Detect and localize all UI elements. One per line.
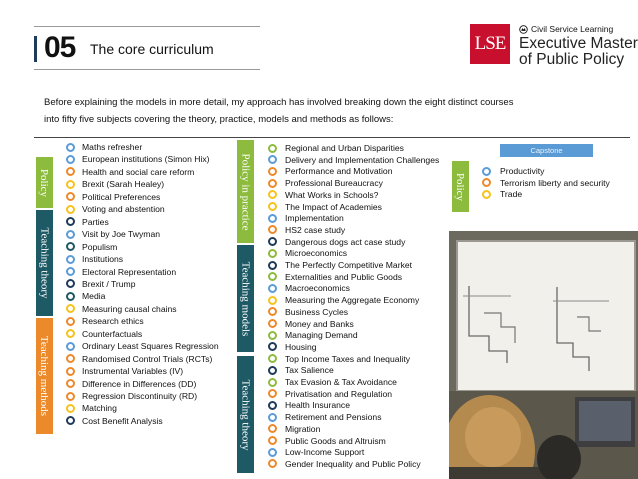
subject-brexit-trump: Brexit / Trump: [82, 278, 136, 289]
navy-circle-icon: [268, 261, 277, 270]
intro-line-1: Before explaining the models in more detail, my approach has involved breaking down the eight distinct courses: [44, 97, 514, 108]
orange-circle-icon: [268, 225, 277, 234]
yellow-circle-icon: [66, 205, 75, 214]
subject-the-impact-of-academies: The Impact of Academies: [285, 201, 382, 212]
orange-circle-icon: [268, 167, 277, 176]
blue-circle-icon: [66, 143, 75, 152]
section-number: 05: [44, 31, 76, 64]
orange-circle-icon: [66, 367, 75, 376]
orange-circle-icon: [268, 459, 277, 468]
band-policy-label: Policy: [38, 168, 51, 197]
yellow-circle-icon: [482, 190, 491, 199]
subject-terrorism-liberty-and-security: Terrorism liberty and security: [500, 177, 610, 188]
yellow-circle-icon: [268, 296, 277, 305]
band-policy: [36, 157, 53, 208]
subject-externalities-and-public-goods: Externalities and Public Goods: [285, 271, 403, 282]
blue-circle-icon: [66, 342, 75, 351]
subject-hs2-case-study: HS2 case study: [285, 224, 346, 235]
blue-circle-icon: [66, 155, 75, 164]
intro-line-2: into fifty five subjects covering the theory, practice, models and methods as follows:: [44, 114, 394, 125]
orange-circle-icon: [66, 379, 75, 388]
subject-tax-evasion-tax-avoidance: Tax Evasion & Tax Avoidance: [285, 377, 397, 387]
teal-circle-icon: [66, 242, 75, 251]
orange-circle-icon: [268, 319, 277, 328]
subject-dangerous-dogs-act-case-study: Dangerous dogs act case study: [285, 236, 406, 247]
yellow-circle-icon: [66, 404, 75, 413]
subject-parties: Parties: [82, 216, 109, 227]
crest-icon: [519, 25, 528, 34]
orange-circle-icon: [482, 178, 491, 187]
green-circle-icon: [268, 331, 277, 340]
band-policy-3: [452, 161, 469, 212]
subject-microeconomics: Microeconomics: [285, 248, 348, 259]
subject-performance-and-motivation: Performance and Motivation: [285, 166, 393, 177]
subject-ordinary-least-squares-regression: Ordinary Least Squares Regression: [82, 341, 219, 352]
subject-delivery-and-implementation-challenges: Delivery and Implementation Challenges: [285, 154, 440, 165]
subject-macroeconomics: Macroeconomics: [285, 283, 350, 294]
blue-circle-icon: [66, 255, 75, 264]
yellow-circle-icon: [66, 304, 75, 313]
orange-circle-icon: [66, 317, 75, 326]
subject-matching: Matching: [82, 403, 117, 414]
blue-circle-icon: [482, 167, 491, 176]
subject-gender-inequality-and-public-policy: Gender Inequality and Public Policy: [285, 458, 421, 469]
subject-instrumental-variables-iv: Instrumental Variables (IV): [82, 366, 184, 377]
navy-circle-icon: [66, 279, 75, 288]
capstone-label: Capstone: [500, 144, 593, 157]
green-circle-icon: [268, 378, 277, 387]
green-circle-icon: [268, 249, 277, 258]
band-policy-in-practice: [237, 140, 254, 243]
classroom-photo: [449, 231, 638, 479]
band-policy-in-practice-label: Policy in practice: [239, 153, 252, 230]
band-teaching-models-label: Teaching models: [239, 261, 252, 336]
subject-cost-benefit-analysis: Cost Benefit Analysis: [82, 415, 163, 426]
program-line-1: Executive Master: [519, 35, 638, 52]
subject-regression-discontinuity-rd: Regression Discontinuity (RD): [82, 391, 198, 401]
orange-circle-icon: [66, 392, 75, 401]
navy-circle-icon: [268, 366, 277, 375]
subject-political-preferences: Political Preferences: [82, 191, 161, 202]
subject-professional-bureaucracy: Professional Bureaucracy: [285, 178, 383, 189]
subject-counterfactuals: Counterfactuals: [82, 328, 143, 339]
subject-migration: Migration: [285, 423, 321, 434]
subject-tax-salience: Tax Salience: [285, 365, 334, 376]
blue-circle-icon: [66, 230, 75, 239]
band-teaching-methods: [36, 318, 53, 434]
subject-institutions: Institutions: [82, 254, 124, 265]
navy-circle-icon: [66, 217, 75, 226]
blue-circle-icon: [268, 448, 277, 457]
subject-european-institutions-simon-hix: European institutions (Simon Hix): [82, 154, 210, 165]
subject-housing: Housing: [285, 341, 317, 352]
orange-circle-icon: [268, 179, 277, 188]
subject-brexit-sarah-healey: Brexit (Sarah Healey): [82, 179, 165, 190]
classroom-photo-image: [449, 231, 638, 479]
yellow-circle-icon: [268, 202, 277, 211]
subject-privatisation-and-regulation: Privatisation and Regulation: [285, 388, 393, 399]
blue-circle-icon: [268, 214, 277, 223]
orange-circle-icon: [66, 192, 75, 201]
green-circle-icon: [268, 144, 277, 153]
orange-circle-icon: [268, 424, 277, 433]
blue-circle-icon: [268, 155, 277, 164]
subject-business-cycles: Business Cycles: [285, 306, 349, 317]
subject-productivity: Productivity: [500, 166, 545, 176]
subject-top-income-taxes-and-inequality: Top Income Taxes and Inequality: [285, 353, 411, 364]
subject-implementation: Implementation: [285, 213, 344, 224]
subject-populism: Populism: [82, 241, 118, 252]
subject-public-goods-and-altruism: Public Goods and Altruism: [285, 435, 386, 446]
subject-managing-demand: Managing Demand: [285, 330, 358, 341]
yellow-circle-icon: [268, 190, 277, 199]
navy-circle-icon: [268, 237, 277, 246]
yellow-circle-icon: [66, 329, 75, 338]
subject-measuring-causal-chains: Measuring causal chains: [82, 303, 177, 314]
subject-voting-and-abstention: Voting and abstention: [82, 204, 165, 215]
green-circle-icon: [268, 354, 277, 363]
civil-service-label: [519, 24, 613, 34]
teal-circle-icon: [66, 292, 75, 301]
orange-circle-icon: [268, 389, 277, 398]
subject-low-income-support: Low-Income Support: [285, 447, 365, 458]
band-teaching-theory-2: [237, 356, 254, 473]
subject-trade: Trade: [500, 189, 523, 200]
band-teaching-methods-label: Teaching methods: [38, 335, 51, 417]
navy-circle-icon: [268, 342, 277, 351]
navy-circle-icon: [66, 416, 75, 425]
subject-electoral-representation: Electoral Representation: [82, 266, 177, 277]
subject-maths-refresher: Maths refresher: [82, 142, 143, 152]
orange-circle-icon: [268, 436, 277, 445]
program-line-2: of Public Policy: [519, 51, 625, 68]
header-top-rule: [34, 26, 260, 27]
orange-circle-icon: [66, 354, 75, 363]
orange-circle-icon: [66, 167, 75, 176]
band-teaching-theory-2-label: Teaching theory: [239, 378, 252, 451]
subject-regional-and-urban-disparities: Regional and Urban Disparities: [285, 143, 404, 153]
orange-circle-icon: [268, 307, 277, 316]
navy-circle-icon: [268, 401, 277, 410]
subject-health-and-social-care-reform: Health and social care reform: [82, 166, 195, 177]
lse-logo: LSE: [470, 24, 510, 64]
program-name: [519, 36, 638, 68]
green-circle-icon: [268, 272, 277, 281]
header-accent-bar: [34, 36, 37, 62]
subject-research-ethics: Research ethics: [82, 316, 144, 327]
yellow-circle-icon: [66, 180, 75, 189]
subject-what-works-in-schools: What Works in Schools?: [285, 189, 379, 200]
civil-service-text: Civil Service Learning: [531, 24, 614, 34]
band-teaching-models: [237, 245, 254, 352]
band-teaching-theory: [36, 210, 53, 316]
header-bottom-rule: [34, 69, 260, 70]
blue-circle-icon: [268, 284, 277, 293]
subject-difference-in-differences-dd: Difference in Differences (DD): [82, 378, 197, 389]
subject-media: Media: [82, 291, 106, 302]
subject-measuring-the-aggregate-economy: Measuring the Aggregate Economy: [285, 295, 420, 306]
subject-retirement-and-pensions: Retirement and Pensions: [285, 412, 382, 423]
subject-money-and-banks: Money and Banks: [285, 318, 354, 329]
blue-circle-icon: [66, 267, 75, 276]
blue-circle-icon: [268, 413, 277, 422]
content-divider: [34, 137, 630, 138]
subject-the-perfectly-competitive-market: The Perfectly Competitive Market: [285, 260, 413, 270]
subject-health-insurance: Health Insurance: [285, 400, 350, 411]
section-title: The core curriculum: [90, 41, 214, 57]
subject-visit-by-joe-twyman: Visit by Joe Twyman: [82, 229, 161, 240]
subject-randomised-control-trials-rcts: Randomised Control Trials (RCTs): [82, 353, 213, 364]
band-policy-3-label: Policy: [454, 172, 467, 201]
intro-text: [44, 94, 604, 128]
band-teaching-theory-label: Teaching theory: [38, 227, 51, 299]
